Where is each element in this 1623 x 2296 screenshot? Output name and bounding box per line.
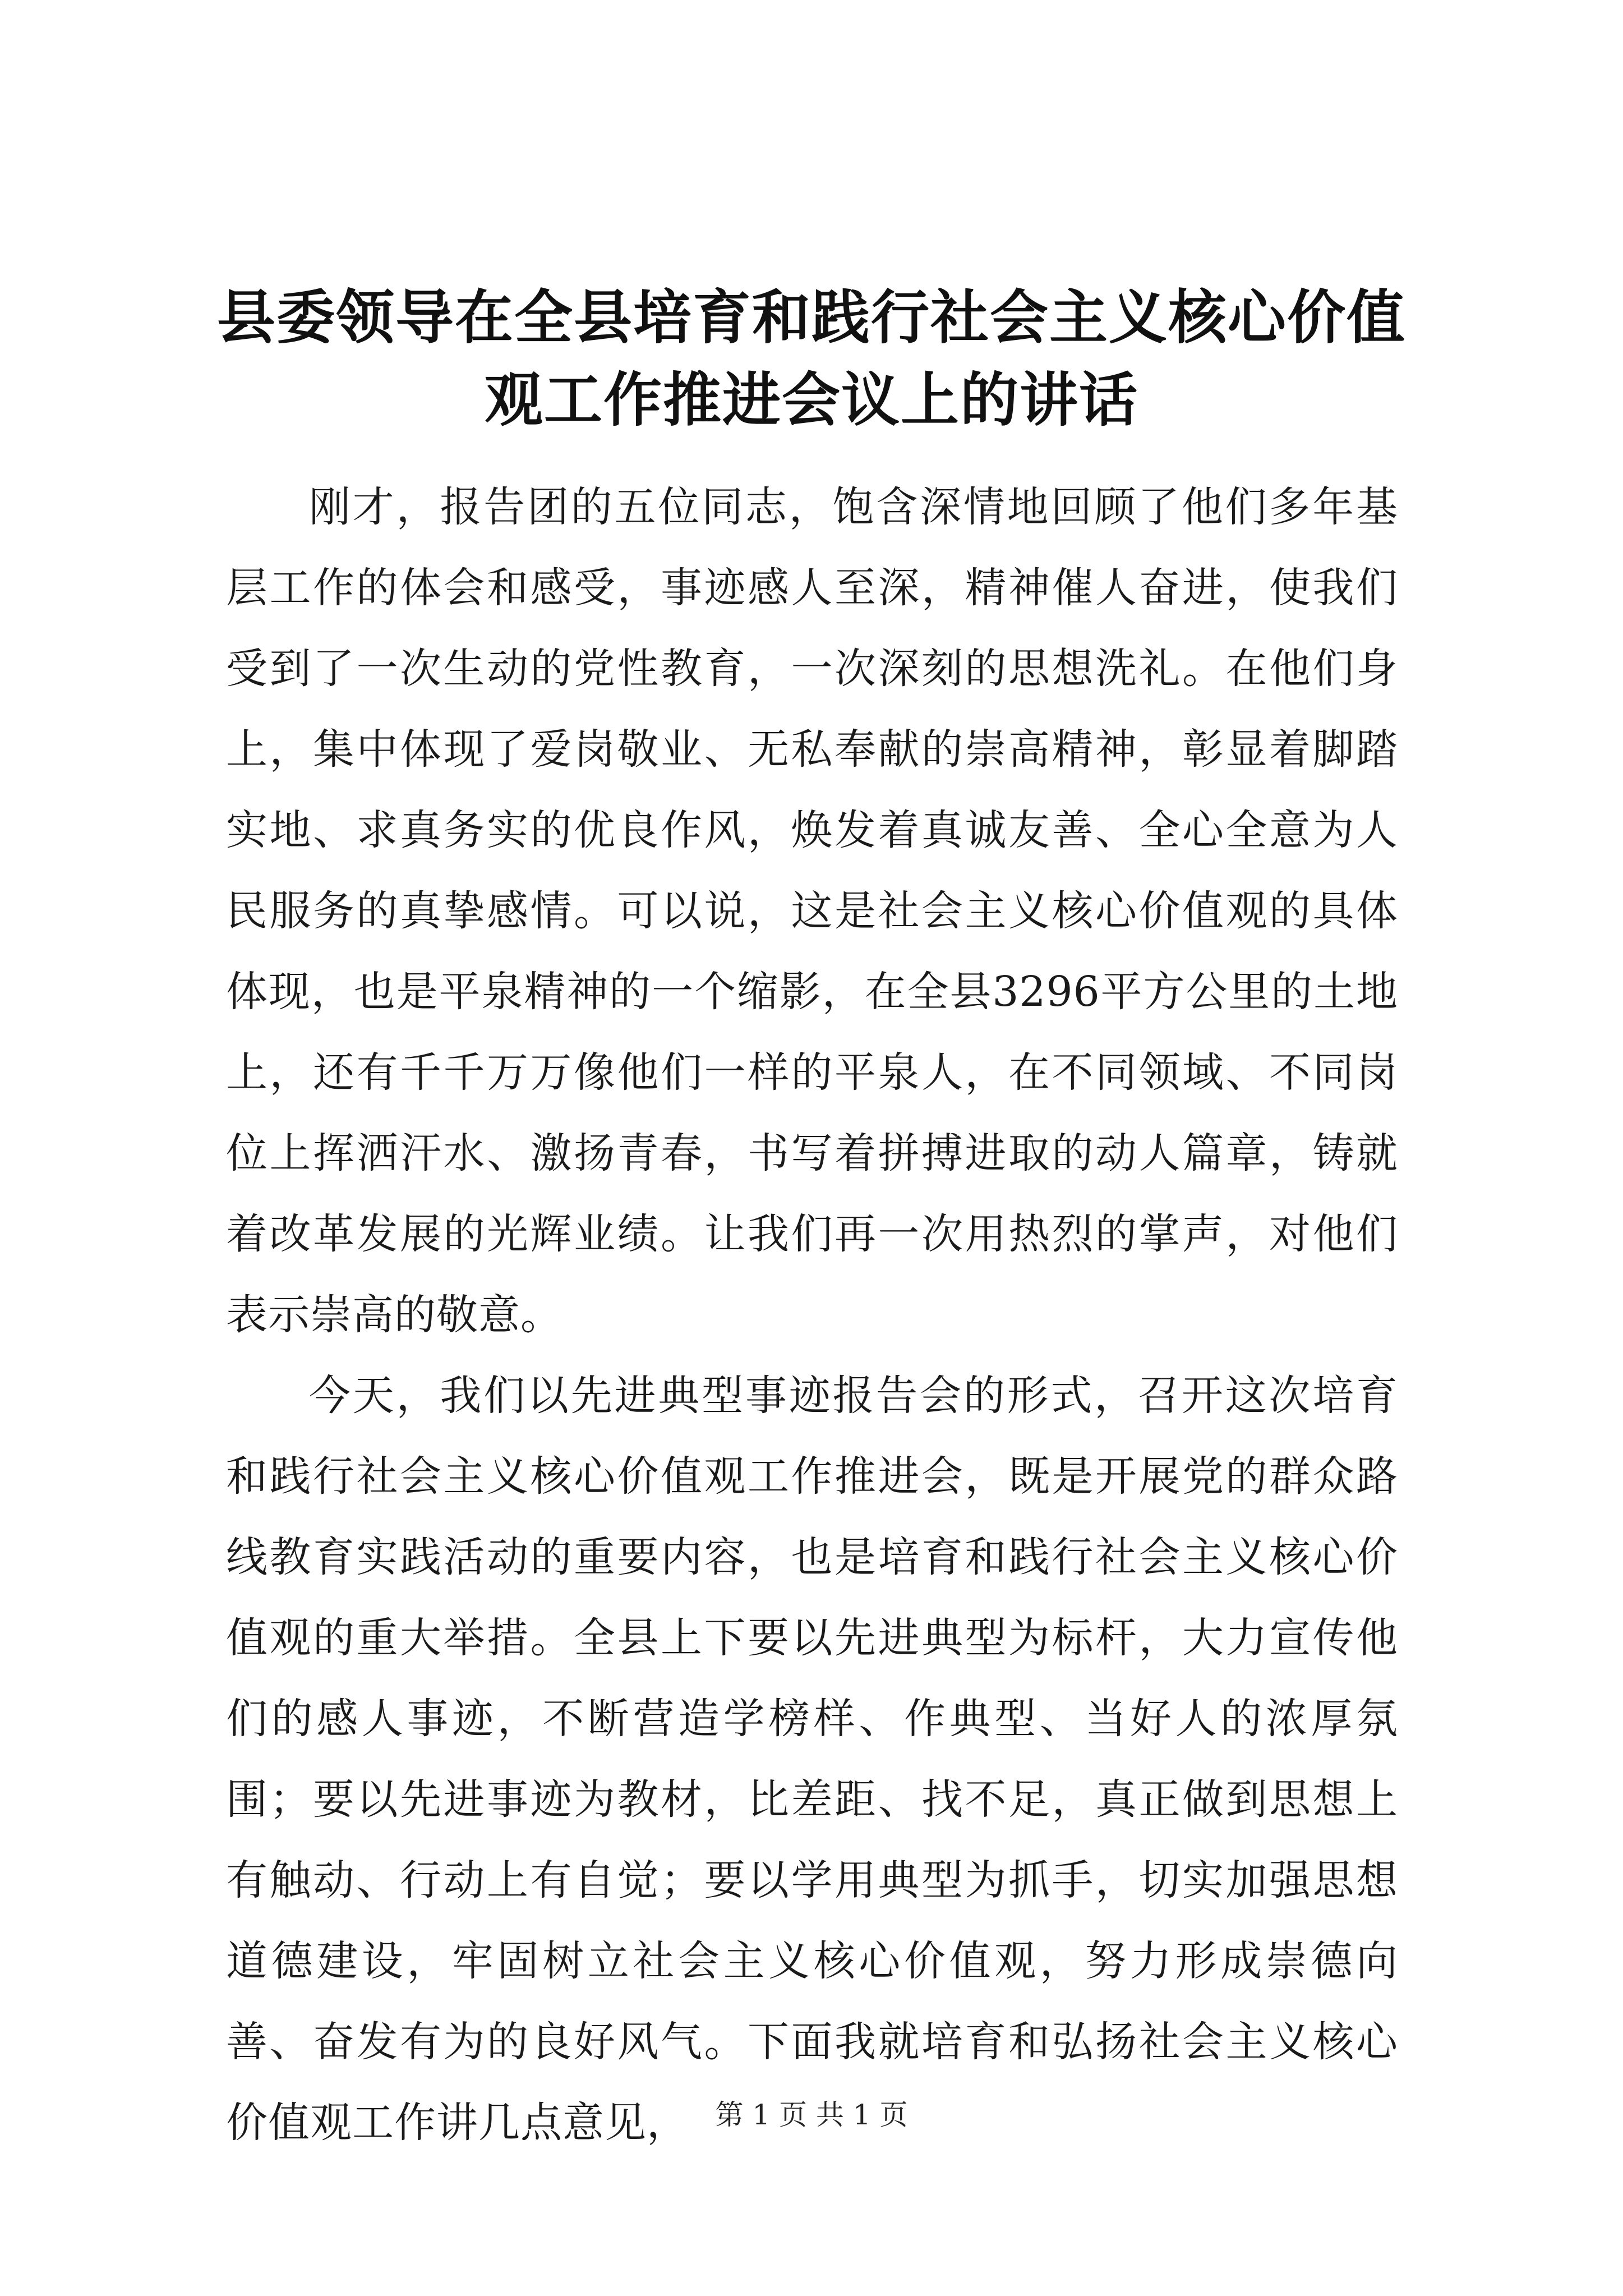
page-footer: 第 1 页 共 1 页 — [715, 2099, 908, 2131]
title-line-2: 观工作推进会议上的讲话 — [484, 365, 1138, 434]
body-paragraph-2: 今天，我们以先进典型事迹报告会的形式，召开这次培育和践行社会主义核心价值观工作推进会，既是开展党的群众路线教育实践活动的重要内容，也是培育和践行社会主义核心价值观的重大举措。全县上下要以先进典型为标杆，大力宣传他们的感人事迹，不断营造学榜样、作典型、当好人的浓厚氛围；要以先进事迹为教材，比差距、找不足，真正做到思想上有触动、行动上有自觉；要以学用典型为抓手，切实加强思想道德建设，牢固树立社会主义核心价值观，努力形成崇德向善、奋发有为的良好风气。下面我就培育和弘扬社会主义核心价值观工作讲几点意见， — [226, 1372, 1398, 2147]
document-body — [226, 467, 1398, 2163]
title-line-1: 县委领导在全县培育和践行社会主义核心价值 — [216, 283, 1406, 352]
document-title — [168, 276, 1455, 441]
body-paragraph-1: 刚才，报告团的五位同志，饱含深情地回顾了他们多年基层工作的体会和感受，事迹感人至深，精神催人奋进，使我们受到了一次生动的党性教育，一次深刻的思想洗礼。在他们身上，集中体现了爱岗敬业、无私奉献的崇高精神，彰显着脚踏实地、求真务实的优良作风，焕发着真诚友善、全心全意为人民服务的真挚感情。可以说，这是社会主义核心价值观的具体体现，也是平泉精神的一个缩影，在全县3296平方公里的土地上，还有千千万万像他们一样的平泉人，在不同领域、不同岗位上挥洒汗水、激扬青春，书写着拼搏进取的动人篇章，铸就着改革发展的光辉业绩。让我们再一次用热烈的掌声，对他们表示崇高的敬意。 — [226, 483, 1398, 1339]
